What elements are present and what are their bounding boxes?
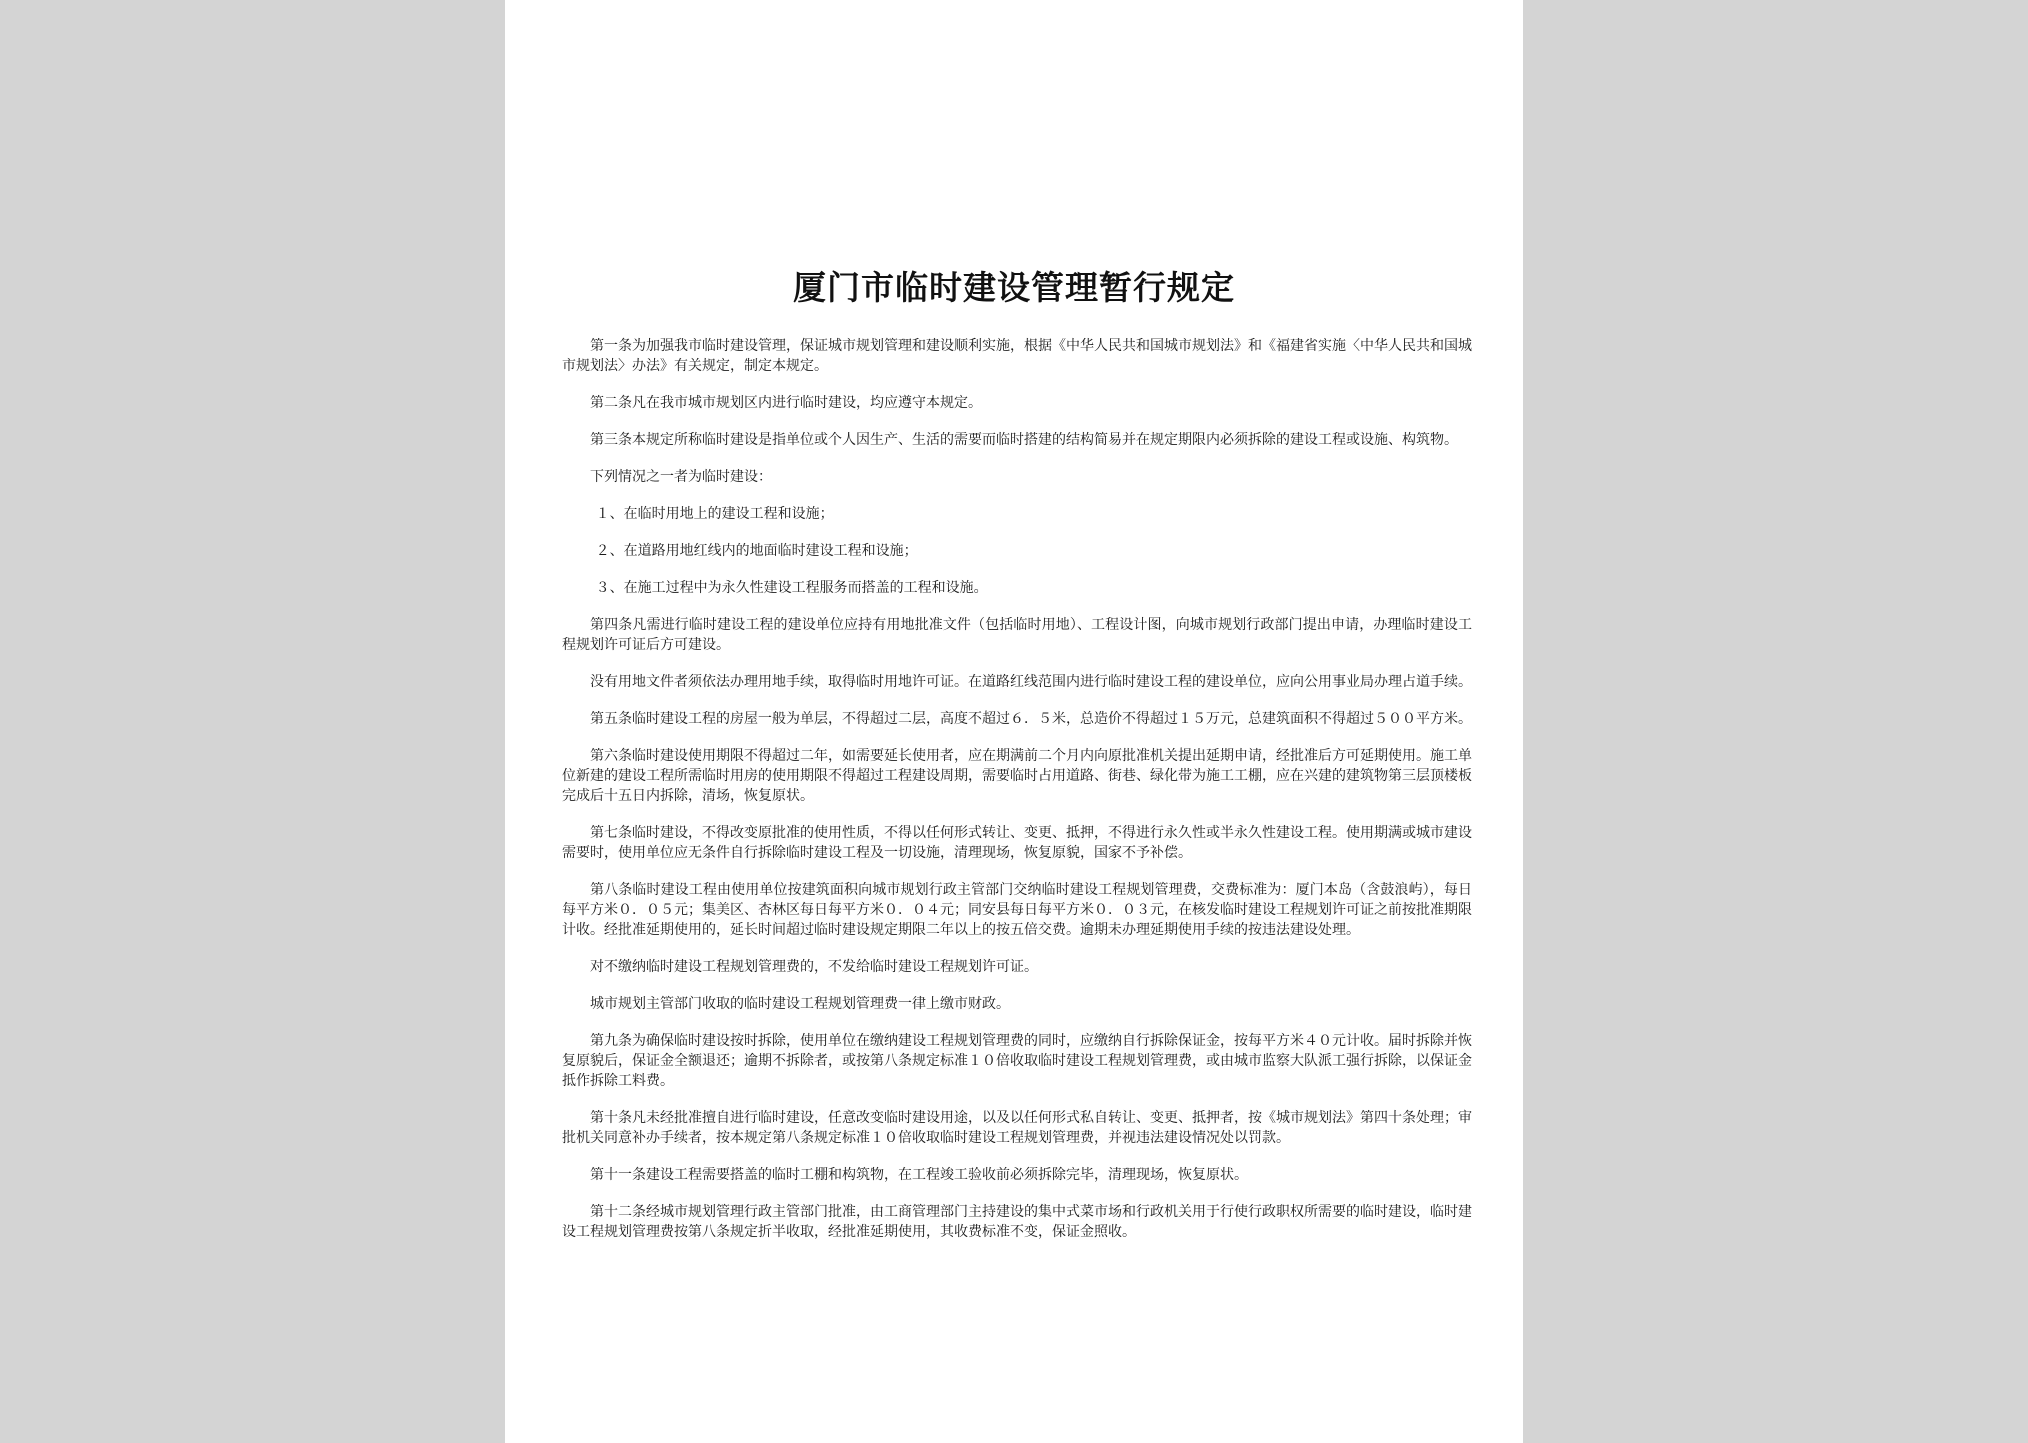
document-page xyxy=(505,0,1523,1443)
article-paragraph: 第一条为加强我市临时建设管理，保证城市规划管理和建设顺利实施，根据《中华人民共和国城市规划法》和《福建省实施〈中华人民共和国城市规划法〉办法》有关规定，制定本规定。 xyxy=(562,338,1472,374)
article-paragraph: 城市规划主管部门收取的临时建设工程规划管理费一律上缴市财政。 xyxy=(590,996,1010,1012)
document-body xyxy=(562,336,1472,1259)
article-paragraph: 第五条临时建设工程的房屋一般为单层，不得超过二层，高度不超过６．５米，总造价不得超过１５万元，总建筑面积不得超过５００平方米。 xyxy=(590,711,1472,727)
article-paragraph: 第十二条经城市规划管理行政主管部门批准，由工商管理部门主持建设的集中式菜市场和行政机关用于行使行政职权所需要的临时建设，临时建设工程规划管理费按第八条规定折半收取，经批准延期使用，其收费标准不变，保证金照收。 xyxy=(562,1204,1472,1240)
article-paragraph: 第九条为确保临时建设按时拆除，使用单位在缴纳建设工程规划管理费的同时，应缴纳自行拆除保证金，按每平方米４０元计收。届时拆除并恢复原貌后，保证金全额退还；逾期不拆除者，或按第八条规定标准１０倍收取临时建设工程规划管理费，或由城市监察大队派工强行拆除，以保证金抵作拆除工料费。 xyxy=(562,1033,1472,1089)
list-item: １、在临时用地上的建设工程和设施； xyxy=(595,506,834,522)
article-paragraph: 第六条临时建设使用期限不得超过二年，如需要延长使用者，应在期满前二个月内向原批准机关提出延期申请，经批准后方可延期使用。施工单位新建的建设工程所需临时用房的使用期限不得超过工程建设周期，需要临时占用道路、街巷、绿化带为施工工棚，应在兴建的建筑物第三层顶楼板完成后十五日内拆除，清场，恢复原状。 xyxy=(562,748,1472,804)
article-paragraph: 第十一条建设工程需要搭盖的临时工棚和构筑物，在工程竣工验收前必须拆除完毕，清理现场，恢复原状。 xyxy=(590,1167,1248,1183)
page-title: 厦门市临时建设管理暂行规定 xyxy=(793,268,1235,307)
article-paragraph: 下列情况之一者为临时建设： xyxy=(590,469,772,485)
article-paragraph: 第二条凡在我市城市规划区内进行临时建设，均应遵守本规定。 xyxy=(590,395,982,411)
list-item: ３、在施工过程中为永久性建设工程服务而搭盖的工程和设施。 xyxy=(595,580,988,596)
article-paragraph: 第十条凡未经批准擅自进行临时建设，任意改变临时建设用途，以及以任何形式私自转让、变更、抵押者，按《城市规划法》第四十条处理；审批机关同意补办手续者，按本规定第八条规定标准１０倍收取临时建设工程规划管理费，并视违法建设情况处以罚款。 xyxy=(562,1110,1472,1146)
article-paragraph: 第七条临时建设，不得改变原批准的使用性质，不得以任何形式转让、变更、抵押，不得进行永久性或半永久性建设工程。使用期满或城市建设需要时，使用单位应无条件自行拆除临时建设工程及一切设施，清理现场，恢复原貌，国家不予补偿。 xyxy=(562,825,1472,861)
article-paragraph: 第三条本规定所称临时建设是指单位或个人因生产、生活的需要而临时搭建的结构简易并在规定期限内必须拆除的建设工程或设施、构筑物。 xyxy=(590,432,1458,448)
article-paragraph: 第八条临时建设工程由使用单位按建筑面积向城市规划行政主管部门交纳临时建设工程规划管理费，交费标准为：厦门本岛（含鼓浪屿），每日每平方米０．０５元；集美区、杏林区每日每平方米０．０４元；同安县每日每平方米０．０３元，在核发临时建设工程规划许可证之前按批准期限计收。经批准延期使用的，延长时间超过临时建设规定期限二年以上的按五倍交费。逾期未办理延期使用手续的按违法建设处理。 xyxy=(562,882,1472,938)
article-paragraph: 对不缴纳临时建设工程规划管理费的，不发给临时建设工程规划许可证。 xyxy=(590,959,1038,975)
article-paragraph: 没有用地文件者须依法办理用地手续，取得临时用地许可证。在道路红线范围内进行临时建设工程的建设单位，应向公用事业局办理占道手续。 xyxy=(590,674,1472,690)
article-paragraph: 第四条凡需进行临时建设工程的建设单位应持有用地批准文件（包括临时用地）、工程设计图，向城市规划行政部门提出申请，办理临时建设工程规划许可证后方可建设。 xyxy=(562,617,1472,653)
list-item: ２、在道路用地红线内的地面临时建设工程和设施； xyxy=(595,543,918,559)
